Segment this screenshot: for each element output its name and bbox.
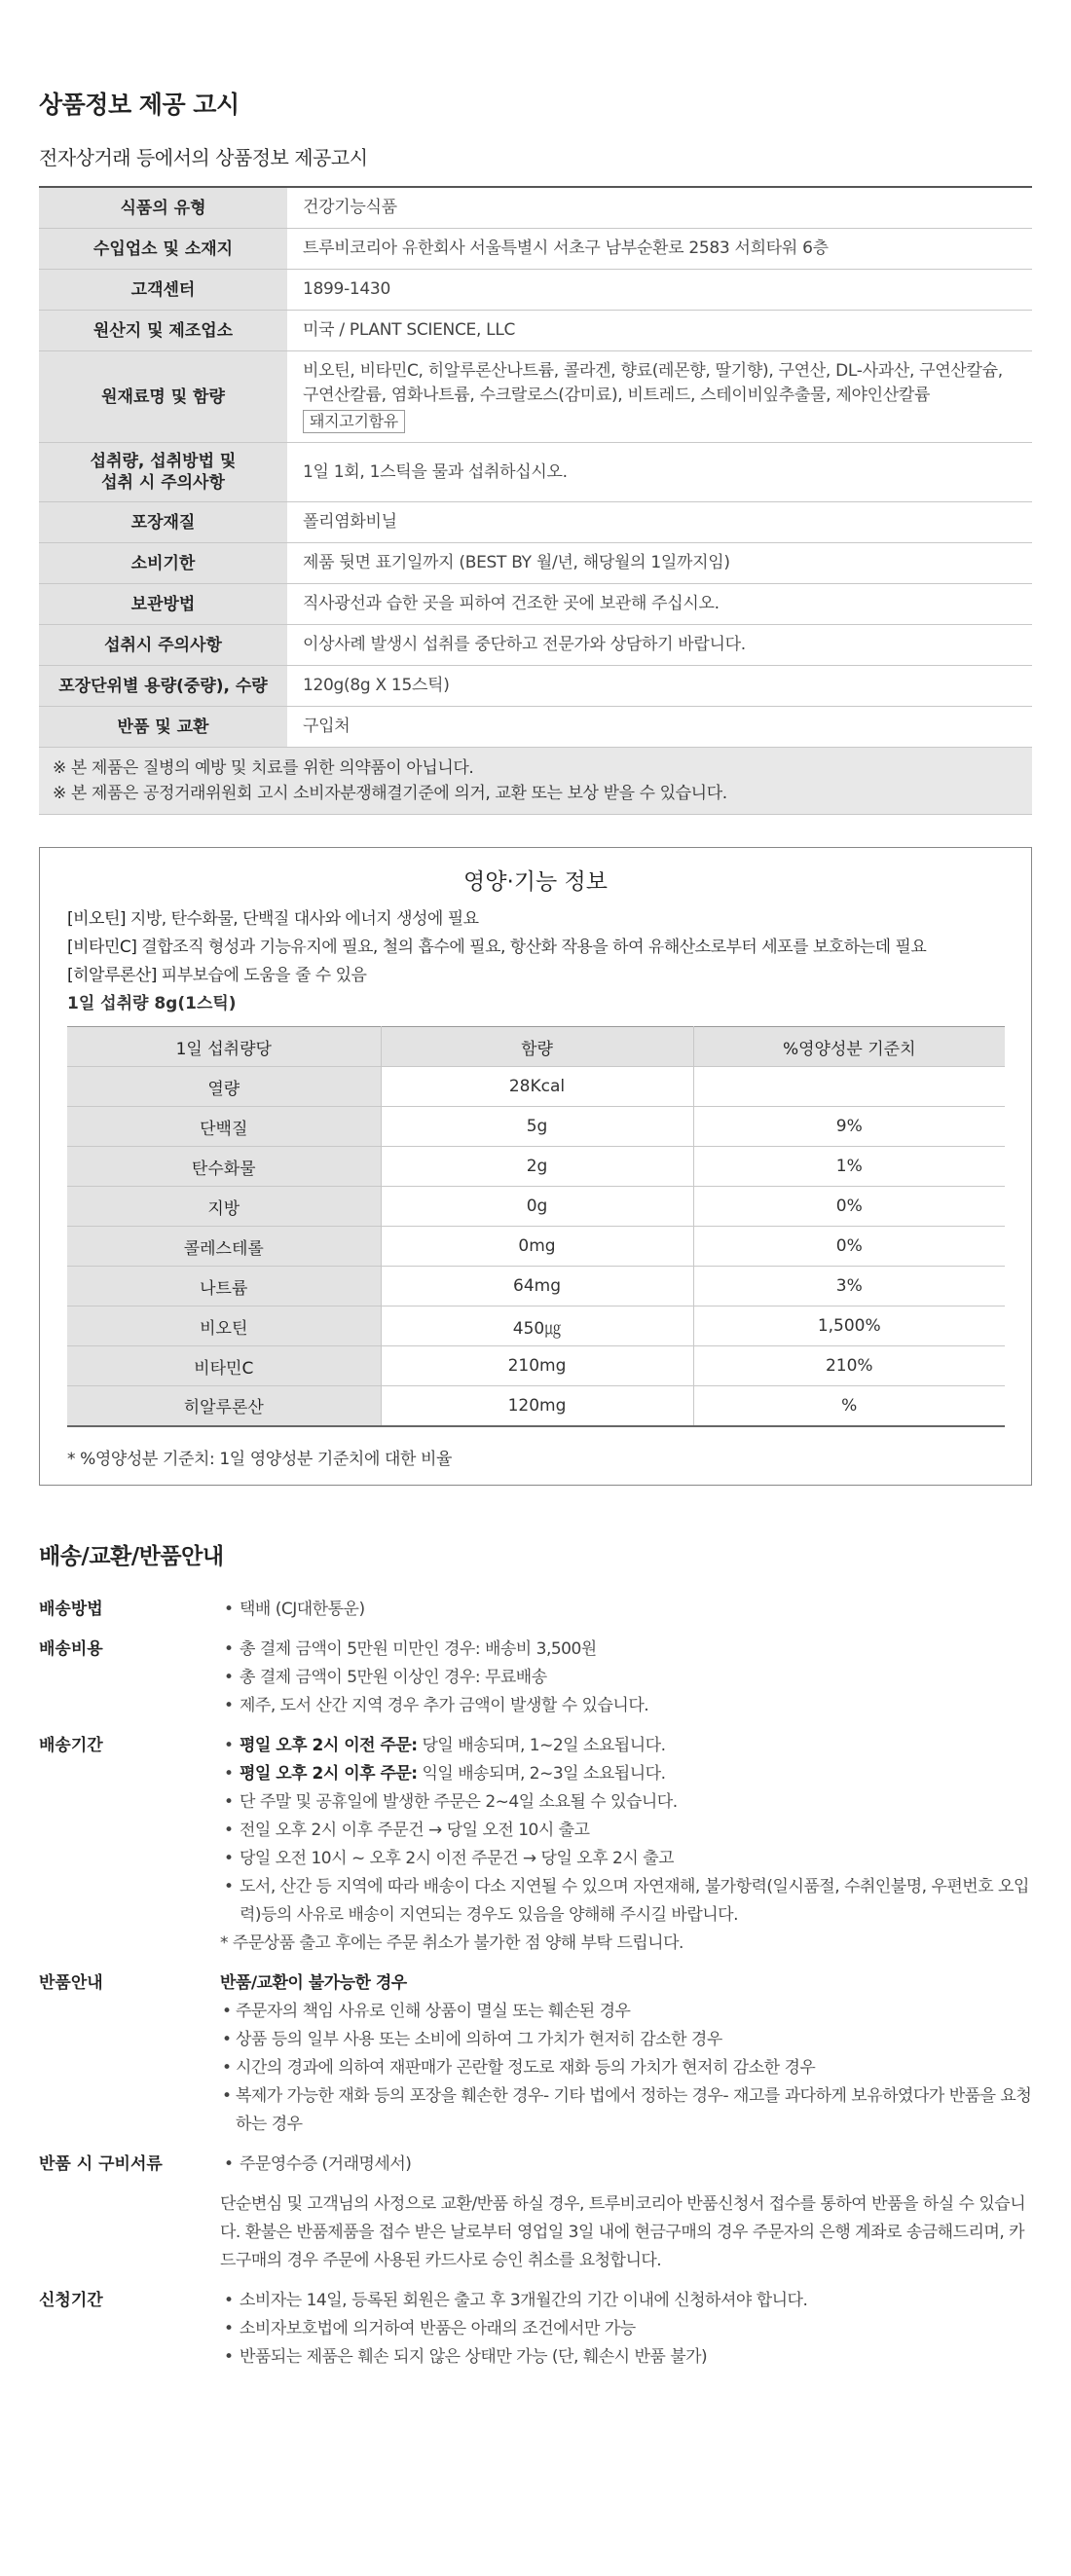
product-info-page bbox=[39, 86, 1032, 2383]
nutrient-dv: 9% bbox=[693, 1107, 1005, 1147]
table-row bbox=[39, 543, 1032, 584]
list-item: • 소비자보호법에 의거하여 반품은 아래의 조건에서만 가능 bbox=[220, 2315, 1032, 2343]
nutrient-amount: 120mg bbox=[381, 1386, 693, 1426]
nutrient-amount: 5g bbox=[381, 1107, 693, 1147]
row-label-line2: 섭취 시 주의사항 bbox=[101, 473, 225, 493]
row-label: 식품의 유형 bbox=[39, 187, 287, 229]
row-label: 고객센터 bbox=[39, 270, 287, 311]
nutrition-table bbox=[67, 1026, 1005, 1427]
shipping-title: 배송/교환/반품안내 bbox=[39, 1543, 224, 1569]
nutrient-name: 비오틴 bbox=[67, 1306, 381, 1346]
nutrition-footnote: * %영양성분 기준치: 1일 영양성분 기준치에 대한 비율 bbox=[67, 1449, 453, 1469]
shipping-period-row bbox=[39, 1732, 1032, 1958]
row-value: 직사광선과 습한 곳을 피하여 건조한 곳에 보관해 주십시오. bbox=[287, 584, 1032, 625]
list-item: • 주문영수증 (거래명세서) bbox=[220, 2151, 1032, 2179]
nutrition-functions bbox=[67, 905, 1004, 990]
list-item bbox=[220, 1732, 1032, 1760]
shipping-cost-row bbox=[39, 1636, 1032, 1720]
return-docs-label: 반품 시 구비서류 bbox=[39, 2153, 163, 2174]
row-value: 구입처 bbox=[287, 707, 1032, 748]
apply-period-list bbox=[220, 2287, 1032, 2372]
shipping-method-row bbox=[39, 1596, 1032, 1624]
list-item: • 주문자의 책임 사유로 인해 상품이 멸실 또는 훼손된 경우 bbox=[220, 1998, 1032, 2026]
nutrient-dv: % bbox=[693, 1386, 1005, 1426]
apply-period-label: 신청기간 bbox=[39, 2290, 103, 2310]
nutrient-name: 히알루론산 bbox=[67, 1386, 381, 1426]
nutrient-name: 열량 bbox=[67, 1067, 381, 1107]
nutrient-amount: 64mg bbox=[381, 1267, 693, 1306]
period-bold: 평일 오후 2시 이후 주문: bbox=[240, 1763, 418, 1784]
function-tag: [히알루론산] bbox=[67, 966, 157, 985]
table-row bbox=[39, 625, 1032, 666]
notice-line: ※ 본 제품은 질병의 예방 및 치료를 위한 의약품이 아닙니다. bbox=[53, 758, 474, 778]
nutrient-name: 콜레스테롤 bbox=[67, 1227, 381, 1267]
column-header: %영양성분 기준치 bbox=[693, 1027, 1005, 1067]
nutrient-amount: 28Kcal bbox=[381, 1067, 693, 1107]
table-row bbox=[39, 666, 1032, 707]
nutrient-amount: 210mg bbox=[381, 1346, 693, 1386]
list-item: • 도서, 산간 등 지역에 따라 배송이 다소 지연될 수 있으며 자연재해, 불가항력(일시품절, 수취인불명, 우편번호 오입력)등의 사유로 배송이 지연되는 경우도 있음을 양해해 주시길 바랍니다. bbox=[220, 1873, 1032, 1930]
function-line bbox=[67, 962, 1004, 990]
table-row bbox=[67, 1386, 1005, 1426]
list-item bbox=[220, 1760, 1032, 1788]
return-list bbox=[220, 1998, 1032, 2139]
row-label: 수입업소 및 소재지 bbox=[39, 229, 287, 270]
row-value: 폴리염화비닐 bbox=[287, 502, 1032, 543]
nutrient-amount: 450㎍ bbox=[381, 1306, 693, 1346]
nutrition-info-box bbox=[39, 847, 1032, 1486]
nutrient-name: 단백질 bbox=[67, 1107, 381, 1147]
nutrient-dv: 210% bbox=[693, 1346, 1005, 1386]
table-row bbox=[67, 1306, 1005, 1346]
nutrient-dv: 1,500% bbox=[693, 1306, 1005, 1346]
nutrient-name: 나트륨 bbox=[67, 1267, 381, 1306]
table-row bbox=[39, 311, 1032, 351]
row-label: 포장재질 bbox=[39, 502, 287, 543]
row-value: 미국 / PLANT SCIENCE, LLC bbox=[287, 311, 1032, 351]
table-row bbox=[39, 187, 1032, 229]
list-item: • 단 주말 및 공휴일에 발생한 주문은 2~4일 소요될 수 있습니다. bbox=[220, 1788, 1032, 1817]
row-label: 소비기한 bbox=[39, 543, 287, 584]
serving-size: 1일 섭취량 8g(1스틱) bbox=[67, 994, 237, 1013]
period-bold: 평일 오후 2시 이전 주문: bbox=[240, 1735, 418, 1755]
list-item: • 택배 (CJ대한통운) bbox=[220, 1596, 1032, 1624]
row-value: 건강기능식품 bbox=[287, 187, 1032, 229]
shipping-cost-list bbox=[220, 1636, 1032, 1720]
list-item: • 당일 오전 10시 ~ 오후 2시 이전 주문건 → 당일 오후 2시 출고 bbox=[220, 1845, 1032, 1873]
table-row bbox=[67, 1107, 1005, 1147]
table-row bbox=[67, 1267, 1005, 1306]
row-label: 반품 및 교환 bbox=[39, 707, 287, 748]
row-value-ingredients bbox=[287, 351, 1032, 443]
shipping-period-label: 배송기간 bbox=[39, 1735, 103, 1755]
apply-period-row bbox=[39, 2287, 1032, 2372]
nutrient-dv: 0% bbox=[693, 1227, 1005, 1267]
function-tag: [비타민C] bbox=[67, 938, 137, 957]
row-label-line1: 섭취량, 섭취방법 및 bbox=[90, 452, 237, 471]
row-value: 트루비코리아 유한회사 서울특별시 서초구 남부순환로 2583 서희타워 6층 bbox=[287, 229, 1032, 270]
return-docs-list bbox=[220, 2151, 1032, 2179]
row-label: 보관방법 bbox=[39, 584, 287, 625]
table-row bbox=[67, 1147, 1005, 1187]
row-label bbox=[39, 443, 287, 502]
column-header: 함량 bbox=[381, 1027, 693, 1067]
table-row bbox=[39, 707, 1032, 748]
nutrient-dv bbox=[693, 1067, 1005, 1107]
sub-title: 전자상거래 등에서의 상품정보 제공고시 bbox=[39, 146, 368, 169]
list-item: • 제주, 도서 산간 지역 경우 추가 금액이 발생할 수 있습니다. bbox=[220, 1692, 1032, 1720]
column-header: 1일 섭취량당 bbox=[67, 1027, 381, 1067]
table-row bbox=[67, 1067, 1005, 1107]
return-heading: 반품/교환이 불가능한 경우 bbox=[220, 1972, 407, 1993]
table-row bbox=[67, 1187, 1005, 1227]
period-text: 익일 배송되며, 2~3일 소요됩니다. bbox=[417, 1763, 666, 1784]
shipping-period-note: * 주문상품 출고 후에는 주문 취소가 불가한 점 양해 부탁 드립니다. bbox=[220, 1932, 683, 1953]
table-row bbox=[67, 1227, 1005, 1267]
nutrient-name: 지방 bbox=[67, 1187, 381, 1227]
table-row bbox=[39, 229, 1032, 270]
table-row bbox=[39, 584, 1032, 625]
allergen-badge: 돼지고기함유 bbox=[303, 410, 405, 433]
row-value: 제품 뒷면 표기일까지 (BEST BY 월/년, 해당월의 1일까지임) bbox=[287, 543, 1032, 584]
nutrient-amount: 0g bbox=[381, 1187, 693, 1227]
row-label: 섭취시 주의사항 bbox=[39, 625, 287, 666]
function-line bbox=[67, 905, 1004, 934]
nutrient-dv: 0% bbox=[693, 1187, 1005, 1227]
function-text: 지방, 탄수화물, 단백질 대사와 에너지 생성에 필요 bbox=[126, 909, 479, 929]
list-item: • 전일 오후 2시 이후 주문건 → 당일 오전 10시 출고 bbox=[220, 1817, 1032, 1845]
row-value: 이상사례 발생시 섭취를 중단하고 전문가와 상담하기 바랍니다. bbox=[287, 625, 1032, 666]
row-value: 1일 1회, 1스틱을 물과 섭취하십시오. bbox=[287, 443, 1032, 502]
shipping-period-list bbox=[220, 1732, 1032, 1930]
ingredients-text: 비오틴, 비타민C, 히알루론산나트륨, 콜라겐, 향료(레몬향, 딸기향), 구연산, DL-사과산, 구연산칼슘, 구연산칼륨, 염화나트륨, 수크랄로스(감미료), 비트레드, 스테이비잎추출물, 제야인산칼륨 bbox=[303, 361, 1003, 405]
list-item: • 복제가 가능한 재화 등의 포장을 훼손한 경우- 기타 법에서 정하는 경우- 재고를 과다하게 보유하였다가 반품을 요청하는 경우 bbox=[220, 2082, 1032, 2139]
return-info-label: 반품안내 bbox=[39, 1972, 103, 1993]
table-row bbox=[39, 270, 1032, 311]
list-item: • 상품 등의 일부 사용 또는 소비에 의하여 그 가치가 현저히 감소한 경우 bbox=[220, 2026, 1032, 2054]
function-line bbox=[67, 934, 1004, 962]
nutrient-name: 비타민C bbox=[67, 1346, 381, 1386]
shipping-method-list bbox=[220, 1596, 1032, 1624]
nutrient-name: 탄수화물 bbox=[67, 1147, 381, 1187]
list-item: • 총 결제 금액이 5만원 이상인 경우: 무료배송 bbox=[220, 1664, 1032, 1692]
nutrient-dv: 1% bbox=[693, 1147, 1005, 1187]
list-item: • 소비자는 14일, 등록된 회원은 출고 후 3개월간의 기간 이내에 신청하셔야 합니다. bbox=[220, 2287, 1032, 2315]
nutrition-title: 영양·기능 정보 bbox=[463, 869, 608, 895]
row-label: 원재료명 및 함량 bbox=[39, 351, 287, 443]
function-tag: [비오틴] bbox=[67, 909, 127, 929]
table-header-row bbox=[67, 1027, 1005, 1067]
shipping-section bbox=[39, 1596, 1032, 2372]
shipping-method-label: 배송방법 bbox=[39, 1599, 103, 1619]
shipping-cost-label: 배송비용 bbox=[39, 1638, 103, 1659]
period-text: 당일 배송되며, 1~2일 소요됩니다. bbox=[417, 1735, 666, 1755]
function-text: 결합조직 형성과 기능유지에 필요, 철의 흡수에 필요, 항산화 작용을 하여 유해산소로부터 세포를 보호하는데 필요 bbox=[136, 938, 927, 957]
row-value: 120g(8g X 15스틱) bbox=[287, 666, 1032, 707]
return-info-row bbox=[39, 1969, 1032, 2139]
function-text: 피부보습에 도움을 줄 수 있음 bbox=[156, 966, 367, 985]
table-row bbox=[39, 502, 1032, 543]
return-docs-paragraph: 단순변심 및 고객님의 사정으로 교환/반품 하실 경우, 트루비코리아 반품신청서 접수를 통하여 반품을 하실 수 있습니다. 환불은 반품제품을 접수 받은 날로부터 영업일 3일 내에 현금구매의 경우 주문자의 은행 계좌로 송금해드리며, 카드구매의 경우 주문에 사용된 카드사로 승인 취소를 요청합니다. bbox=[220, 2193, 1026, 2270]
product-info-table bbox=[39, 186, 1032, 748]
list-item: • 반품되는 제품은 훼손 되지 않은 상태만 가능 (단, 훼손시 반품 불가) bbox=[220, 2343, 1032, 2372]
row-label: 원산지 및 제조업소 bbox=[39, 311, 287, 351]
nutrient-amount: 0mg bbox=[381, 1227, 693, 1267]
notice-line: ※ 본 제품은 공정거래위원회 고시 소비자분쟁해결기준에 의거, 교환 또는 보상 받을 수 있습니다. bbox=[53, 784, 727, 803]
row-label: 포장단위별 용량(중량), 수량 bbox=[39, 666, 287, 707]
nutrient-dv: 3% bbox=[693, 1267, 1005, 1306]
notice-box bbox=[39, 748, 1032, 815]
row-value: 1899-1430 bbox=[287, 270, 1032, 311]
return-docs-row bbox=[39, 2151, 1032, 2275]
table-row bbox=[67, 1346, 1005, 1386]
nutrient-amount: 2g bbox=[381, 1147, 693, 1187]
list-item: • 총 결제 금액이 5만원 미만인 경우: 배송비 3,500원 bbox=[220, 1636, 1032, 1664]
table-row bbox=[39, 443, 1032, 502]
page-title: 상품정보 제공 고시 bbox=[39, 91, 240, 119]
list-item: • 시간의 경과에 의하여 재판매가 곤란할 정도로 재화 등의 가치가 현저히 감소한 경우 bbox=[220, 2054, 1032, 2082]
table-row bbox=[39, 351, 1032, 443]
